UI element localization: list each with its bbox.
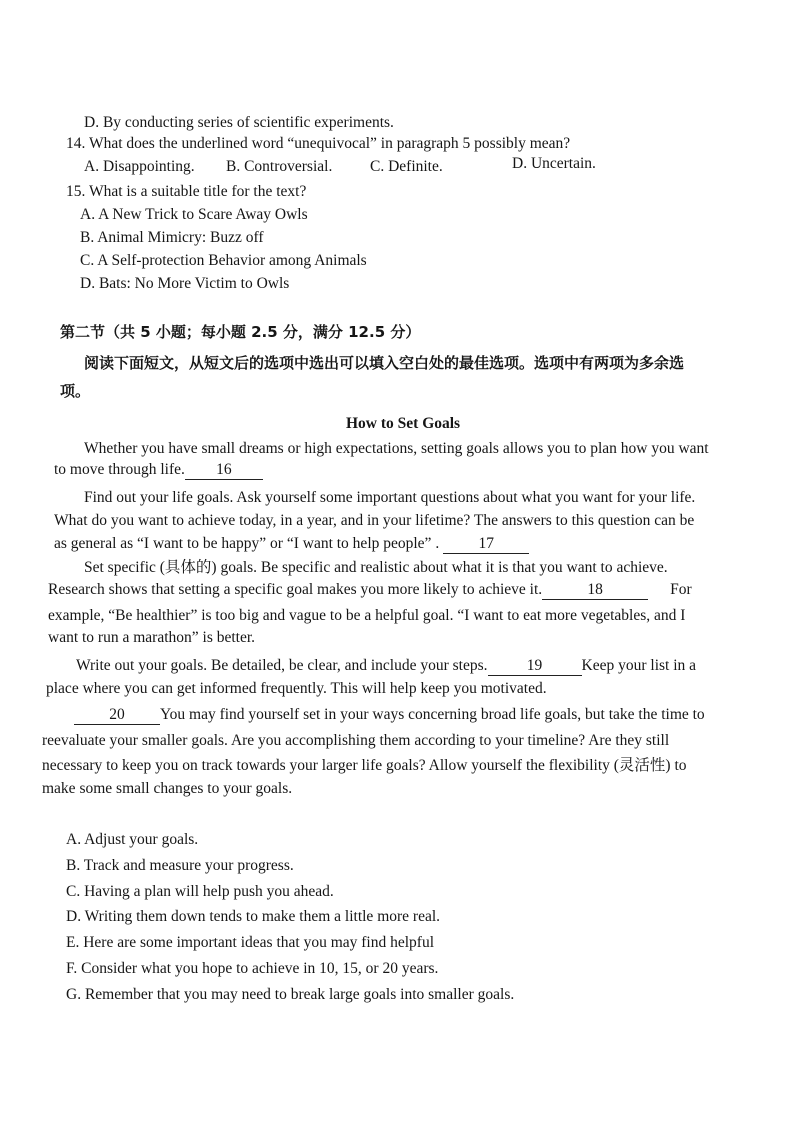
paragraph-text: For <box>670 581 692 598</box>
q14-option-d: D. Uncertain. <box>512 155 596 172</box>
paragraph-2-line <box>54 534 529 554</box>
section-instruction: 阅读下面短文，从短文后的选项中选出可以填入空白处的最佳选项。选项中有两项为多余选 <box>84 354 685 372</box>
q15-option-c: C. A Self-protection Behavior among Animals <box>80 252 367 269</box>
q14-stem: 14. What does the underlined word “unequivocal” in paragraph 5 possibly mean? <box>66 135 571 152</box>
paragraph-3-line <box>48 580 692 600</box>
blank-16: 16 <box>185 461 263 480</box>
option-d: D. Writing them down tends to make them a little more real. <box>66 908 441 925</box>
option-b: B. Track and measure your progress. <box>66 857 294 874</box>
paragraph-text: Keep your list in a <box>581 657 697 674</box>
paragraph-5-line: necessary to keep you on track towards your larger life goals? Allow yourself the flexibility (灵活性) to <box>42 757 687 774</box>
paragraph-text: Research shows that setting a specific goal makes you more likely to achieve it. <box>48 581 543 598</box>
q14-option-c: C. Definite. <box>370 158 443 175</box>
paragraph-4-line: place where you can get informed frequently. This will help keep you motivated. <box>46 680 547 697</box>
q15-option-d: D. Bats: No More Victim to Owls <box>80 275 290 292</box>
paragraph-1-line: Whether you have small dreams or high expectations, setting goals allows you to plan how you want <box>84 440 709 457</box>
option-a: A. Adjust your goals. <box>66 831 199 848</box>
paragraph-text: Write out your goals. Be detailed, be clear, and include your steps. <box>76 657 488 674</box>
section-heading: 第二节（共 5 小题；每小题 2.5 分，满分 12.5 分） <box>60 323 421 341</box>
option-e: E. Here are some important ideas that you may find helpful <box>66 934 435 951</box>
paragraph-3-line: want to run a marathon” is better. <box>48 629 256 646</box>
section-instruction-cont: 项。 <box>60 382 91 400</box>
paragraph-text: You may find yourself set in your ways concerning broad life goals, but take the time to <box>160 706 705 723</box>
blank-18: 18 <box>542 581 648 600</box>
option-f: F. Consider what you hope to achieve in 10, 15, or 20 years. <box>66 960 439 977</box>
q15-stem: 15. What is a suitable title for the text? <box>66 183 307 200</box>
q15-option-a: A. A New Trick to Scare Away Owls <box>80 206 308 223</box>
q14-option-b: B. Controversial. <box>226 158 333 175</box>
paragraph-5-line: make some small changes to your goals. <box>42 780 293 797</box>
paragraph-2-line: What do you want to achieve today, in a year, and in your lifetime? The answers to this question can be <box>54 512 695 529</box>
paragraph-text: to move through life. <box>54 461 185 478</box>
paragraph-3-line: example, “Be healthier” is too big and vague to be a helpful goal. “I want to eat more vegetables, and I <box>48 607 686 624</box>
paragraph-1-line <box>54 460 263 480</box>
q14-option-a: A. Disappointing. <box>84 158 195 175</box>
q13-option-d: D. By conducting series of scientific experiments. <box>84 114 394 131</box>
paragraph-5-line <box>74 705 705 725</box>
option-c: C. Having a plan will help push you ahead. <box>66 883 334 900</box>
blank-17: 17 <box>443 535 529 554</box>
blank-20: 20 <box>74 706 160 725</box>
paragraph-2-line: Find out your life goals. Ask yourself some important questions about what you want for your life. <box>84 489 696 506</box>
paragraph-5-line: reevaluate your smaller goals. Are you accomplishing them according to your timeline? Are they still <box>42 732 670 749</box>
passage-title: How to Set Goals <box>346 415 461 432</box>
blank-19: 19 <box>488 657 582 676</box>
q15-option-b: B. Animal Mimicry: Buzz off <box>80 229 264 246</box>
paragraph-text: as general as “I want to be happy” or “I want to help people” . <box>54 535 440 552</box>
paragraph-4-line <box>76 656 696 676</box>
paragraph-3-line: Set specific (具体的) goals. Be specific and realistic about what it is that you want to achieve. <box>84 559 668 576</box>
option-g: G. Remember that you may need to break large goals into smaller goals. <box>66 986 515 1003</box>
